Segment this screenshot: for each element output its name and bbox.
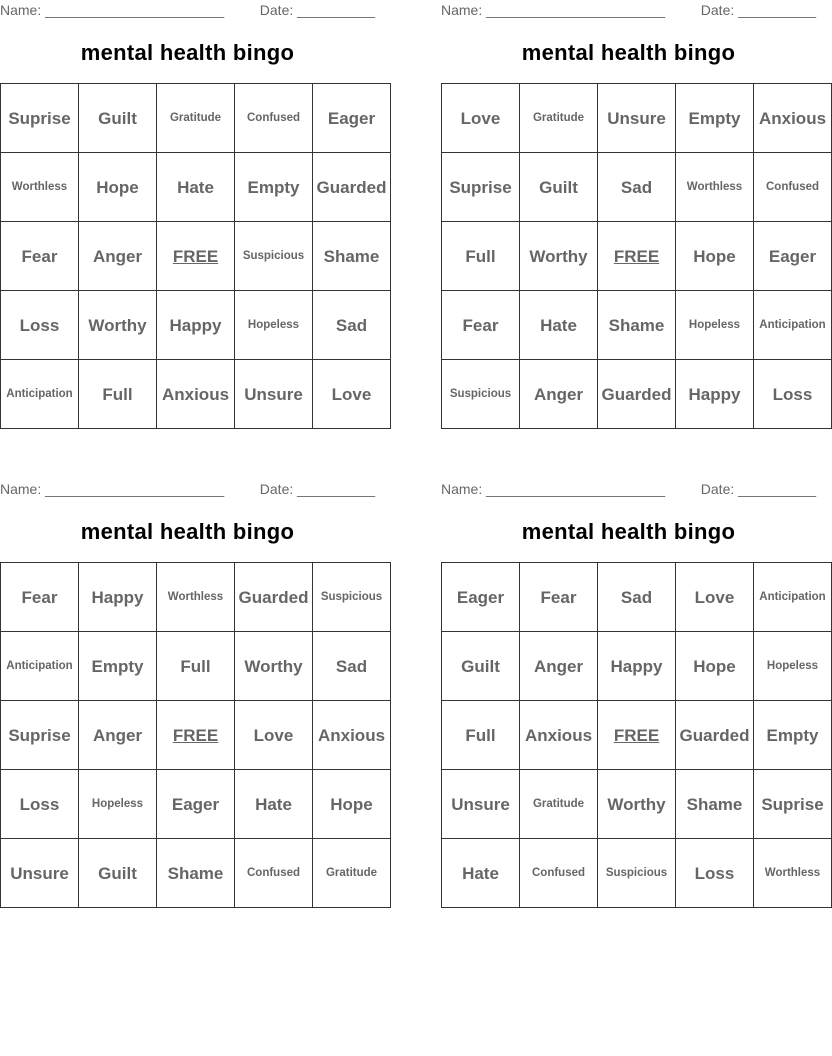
bingo-cell: Empty (79, 632, 157, 701)
name-field-label: Name: _______________________ (441, 481, 666, 497)
bingo-cell: Fear (442, 291, 520, 360)
bingo-cell: Suprise (754, 770, 832, 839)
free-space: FREE (157, 222, 235, 291)
card-header (0, 2, 375, 20)
card-header (441, 481, 816, 499)
bingo-cell: Anger (520, 632, 598, 701)
bingo-cell: Worthless (676, 153, 754, 222)
name-field-label: Name: _______________________ (441, 2, 666, 18)
bingo-cell: Suspicious (235, 222, 313, 291)
bingo-row (442, 153, 832, 222)
bingo-cell: Full (442, 701, 520, 770)
bingo-cell: Sad (598, 153, 676, 222)
card-title: mental health bingo (80, 40, 295, 65)
bingo-cell: Hate (442, 839, 520, 908)
bingo-cell: Gratitude (520, 84, 598, 153)
bingo-cell: Hopeless (235, 291, 313, 360)
bingo-row (1, 360, 391, 429)
bingo-cell: Worthy (79, 291, 157, 360)
bingo-cell: Unsure (235, 360, 313, 429)
card-title: mental health bingo (521, 519, 736, 544)
bingo-cell: Love (313, 360, 391, 429)
bingo-cell: Anxious (520, 701, 598, 770)
bingo-grid (441, 562, 832, 908)
bingo-cell: Gratitude (313, 839, 391, 908)
bingo-cell: Hope (676, 632, 754, 701)
bingo-cell: Eager (313, 84, 391, 153)
bingo-row (1, 84, 391, 153)
bingo-cell: Shame (598, 291, 676, 360)
bingo-row (442, 291, 832, 360)
bingo-cell: Empty (754, 701, 832, 770)
bingo-cell: Suspicious (598, 839, 676, 908)
bingo-cell: Confused (235, 84, 313, 153)
bingo-row (1, 701, 391, 770)
bingo-cell: Fear (1, 222, 79, 291)
bingo-cell: Hopeless (79, 770, 157, 839)
bingo-cell: Hopeless (676, 291, 754, 360)
bingo-cell: Full (442, 222, 520, 291)
bingo-cell: Sad (313, 291, 391, 360)
bingo-cell: Fear (520, 563, 598, 632)
bingo-cell: Hate (520, 291, 598, 360)
date-field-label: Date: __________ (700, 481, 816, 497)
bingo-grid (441, 83, 832, 429)
bingo-cell: Eager (754, 222, 832, 291)
bingo-cell: Unsure (598, 84, 676, 153)
bingo-cell: Suprise (1, 84, 79, 153)
bingo-cell: Happy (676, 360, 754, 429)
bingo-cell: Shame (313, 222, 391, 291)
bingo-cell: Guarded (235, 563, 313, 632)
bingo-cell: Anxious (157, 360, 235, 429)
bingo-row (442, 770, 832, 839)
bingo-row (442, 222, 832, 291)
bingo-cell: Suprise (442, 153, 520, 222)
name-field-label: Name: _______________________ (0, 2, 225, 18)
bingo-cell: Worthless (754, 839, 832, 908)
bingo-cell: Fear (1, 563, 79, 632)
free-space: FREE (598, 701, 676, 770)
bingo-cell: Confused (520, 839, 598, 908)
card-title: mental health bingo (521, 40, 736, 65)
bingo-cell: Guilt (79, 839, 157, 908)
bingo-cell: Sad (313, 632, 391, 701)
bingo-cell: Hopeless (754, 632, 832, 701)
date-field-label: Date: __________ (259, 2, 375, 18)
bingo-row (442, 632, 832, 701)
bingo-cell: Hope (313, 770, 391, 839)
bingo-row (442, 84, 832, 153)
free-space: FREE (598, 222, 676, 291)
bingo-row (1, 770, 391, 839)
bingo-row (442, 701, 832, 770)
bingo-cell: Anger (79, 701, 157, 770)
bingo-cell: Happy (79, 563, 157, 632)
bingo-cell: Happy (598, 632, 676, 701)
bingo-cell: Anxious (313, 701, 391, 770)
card-title: mental health bingo (80, 519, 295, 544)
bingo-cell: Worthy (520, 222, 598, 291)
bingo-cell: Loss (1, 291, 79, 360)
bingo-cell: Worthless (1, 153, 79, 222)
bingo-cell: Loss (676, 839, 754, 908)
bingo-cell: Love (442, 84, 520, 153)
bingo-row (1, 632, 391, 701)
bingo-cell: Loss (754, 360, 832, 429)
bingo-cell: Guarded (598, 360, 676, 429)
bingo-cell: Confused (235, 839, 313, 908)
bingo-cell: Eager (442, 563, 520, 632)
bingo-cell: Sad (598, 563, 676, 632)
date-field-label: Date: __________ (700, 2, 816, 18)
date-field-label: Date: __________ (259, 481, 375, 497)
name-field-label: Name: _______________________ (0, 481, 225, 497)
bingo-cell: Love (235, 701, 313, 770)
bingo-cell: Guilt (79, 84, 157, 153)
bingo-grid (0, 83, 391, 429)
bingo-cell: Unsure (442, 770, 520, 839)
bingo-cell: Guilt (520, 153, 598, 222)
bingo-cell: Love (676, 563, 754, 632)
bingo-cell: Loss (1, 770, 79, 839)
bingo-row (442, 360, 832, 429)
bingo-cell: Shame (157, 839, 235, 908)
bingo-row (1, 291, 391, 360)
bingo-cell: Anticipation (754, 563, 832, 632)
bingo-cell: Worthy (235, 632, 313, 701)
bingo-cell: Empty (676, 84, 754, 153)
bingo-cell: Guarded (313, 153, 391, 222)
bingo-cell: Empty (235, 153, 313, 222)
bingo-row (1, 153, 391, 222)
bingo-cell: Hope (676, 222, 754, 291)
bingo-cell: Guilt (442, 632, 520, 701)
bingo-cell: Suspicious (442, 360, 520, 429)
bingo-cell: Eager (157, 770, 235, 839)
bingo-cell: Full (157, 632, 235, 701)
bingo-cell: Anticipation (1, 360, 79, 429)
bingo-cell: Gratitude (157, 84, 235, 153)
free-space: FREE (157, 701, 235, 770)
bingo-cell: Gratitude (520, 770, 598, 839)
bingo-row (442, 563, 832, 632)
bingo-cell: Anger (520, 360, 598, 429)
bingo-cell: Hate (235, 770, 313, 839)
bingo-cell: Suspicious (313, 563, 391, 632)
bingo-cell: Anger (79, 222, 157, 291)
bingo-cell: Worthy (598, 770, 676, 839)
bingo-cell: Happy (157, 291, 235, 360)
bingo-cell: Worthless (157, 563, 235, 632)
bingo-cell: Full (79, 360, 157, 429)
bingo-row (1, 563, 391, 632)
bingo-cell: Anticipation (754, 291, 832, 360)
bingo-cell: Guarded (676, 701, 754, 770)
bingo-cell: Unsure (1, 839, 79, 908)
bingo-cell: Hope (79, 153, 157, 222)
bingo-cell: Hate (157, 153, 235, 222)
bingo-row (1, 839, 391, 908)
bingo-cell: Anticipation (1, 632, 79, 701)
card-header (0, 481, 375, 499)
card-header (441, 2, 816, 20)
bingo-grid (0, 562, 391, 908)
bingo-cell: Suprise (1, 701, 79, 770)
bingo-row (1, 222, 391, 291)
bingo-cell: Anxious (754, 84, 832, 153)
bingo-cell: Shame (676, 770, 754, 839)
bingo-row (442, 839, 832, 908)
bingo-cell: Confused (754, 153, 832, 222)
